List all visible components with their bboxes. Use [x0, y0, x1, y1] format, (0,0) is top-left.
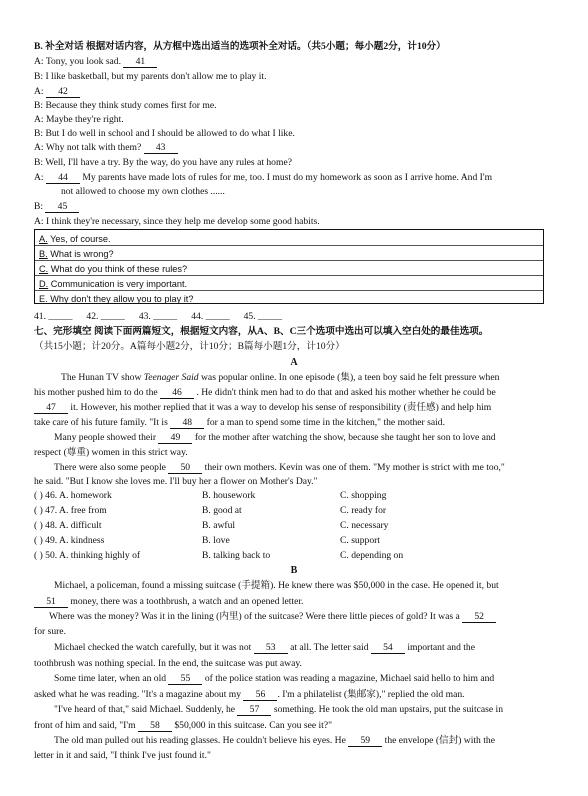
option-item: [39, 248, 114, 260]
dialogue-line: [34, 157, 566, 169]
dialogue-text: B: I like basketball, but my parents don't allow me to play it.: [34, 71, 267, 82]
option-divider: [35, 260, 543, 261]
passage-line: [34, 626, 566, 638]
answer-42: 42. _____: [86, 311, 125, 322]
dialogue-line: [34, 128, 566, 140]
choice-a: ( ) 46. A. homework: [34, 490, 112, 501]
passage-text: asked what he was reading. "It's a magazine about my: [34, 689, 244, 700]
passage-line: [34, 402, 566, 414]
passage-line: [34, 447, 566, 459]
choice-b: B. good at: [202, 505, 242, 516]
option-text: Communication is very important.: [48, 279, 188, 289]
option-key: B.: [39, 249, 48, 259]
passage-text: There were also some people: [54, 462, 169, 473]
dialogue-text: A: Tony, you look sad.: [34, 56, 124, 67]
passage-line: [34, 642, 566, 654]
passage-text: the envelope (信封) with the: [382, 735, 495, 746]
option-text: What is wrong?: [47, 249, 114, 259]
choice-a: ( ) 50. A. thinking highly of: [34, 550, 141, 561]
passage-text: respect (尊重) women in this strict way.: [34, 447, 188, 458]
passage-line: [34, 432, 566, 444]
passage-text: toothbrush was nothing special. In the end, the suitcase was put away.: [34, 658, 302, 669]
passage-text: was popular online. In one episode (集), a teen boy said he felt pressure when: [198, 372, 500, 383]
option-key: A.: [39, 234, 48, 244]
dialogue-text: B: Well, I'll have a try. By the way, do you have any rules at home?: [34, 157, 292, 168]
passage-text: . I'm a philatelist (集邮家)," replied the old man.: [277, 689, 465, 700]
answer-numbers: [34, 311, 566, 323]
dialogue-line: [34, 114, 566, 126]
dialogue-line: [34, 56, 566, 68]
passage-text: take care of his future family. "It is: [34, 417, 171, 428]
passage-line: [34, 596, 566, 608]
dialogue-line: [34, 86, 566, 98]
passage-text: something. He took the old man upstairs, put the suitcase in: [271, 704, 504, 715]
passage-line: [34, 611, 566, 623]
passage-text: at all. The letter said: [287, 642, 371, 653]
passage-text: $50,000 in this suitcase. Can you see it?": [171, 720, 333, 731]
dialogue-text: A: I think they're necessary, since they help me develop some good habits.: [34, 216, 320, 227]
blank-48: 48: [170, 417, 204, 429]
blank-58: 58: [138, 720, 172, 732]
dialogue-line: [34, 142, 566, 154]
choice-b: B. housework: [202, 490, 256, 501]
passage-line: [34, 372, 566, 384]
passage-line: [34, 417, 566, 429]
passage-line: [34, 735, 566, 747]
passage-text: Michael checked the watch carefully, but it was not: [54, 642, 254, 653]
choice-b: B. love: [202, 535, 230, 546]
choices-46-50: [34, 490, 494, 565]
section-cloze-heading: 七、完形填空 阅读下面两篇短文，根据短文内容，从A、B、C三个选项中选出可以填入空白处的最佳选项。: [34, 326, 489, 337]
passage-line: [34, 720, 566, 732]
passage-text: their own mothers. Kevin was one of them. "My mother is strict with me too,": [202, 462, 505, 473]
dialogue-text: My parents have made lots of rules for me, too. I must do my homework as soon as I arrive home. And I'm: [80, 172, 493, 183]
dialogue-text: B: Because they think study comes first for me.: [34, 100, 217, 111]
passage-text: it. However, his mother replied that it was a way to develop his sense of responsibility (责任感) and help him: [68, 402, 492, 413]
passage-line: [34, 704, 566, 716]
blank-54: 54: [371, 642, 405, 654]
dialogue-line: [34, 201, 566, 213]
passage-line: [34, 476, 566, 488]
passage-text: he said. "But I know she loves me. I'll buy her a flower on Mother's Day.": [34, 476, 318, 487]
passage-b-title: B: [290, 565, 298, 576]
passage-text: The Hunan TV show: [61, 372, 144, 383]
blank-45: 45: [45, 201, 79, 213]
passage-line: [34, 673, 566, 685]
dialogue-text: A:: [34, 172, 46, 183]
section-cloze-subheading: （共15小题；计20分。A篇每小题2分，计10分；B篇每小题1分，计10分）: [34, 341, 345, 352]
passage-line: [34, 750, 566, 762]
choice-b: B. talking back to: [202, 550, 271, 561]
option-item: [39, 263, 187, 275]
passage-text: front of him and said, "I'm: [34, 720, 138, 731]
dialogue-line: [34, 100, 566, 112]
blank-50: 50: [168, 462, 202, 474]
passage-text: "I've heard of that," said Michael. Suddenly, he: [54, 704, 238, 715]
option-divider: [35, 290, 543, 291]
options-box: [34, 229, 544, 304]
passage-a-title: A: [290, 357, 298, 368]
option-item: [39, 233, 111, 245]
choice-a: ( ) 48. A. difficult: [34, 520, 102, 531]
passage-text: for a man to spend some time in the kitchen," the mother said.: [204, 417, 446, 428]
dialogue-text: A:: [34, 86, 46, 97]
option-key: E.: [39, 294, 48, 304]
blank-57: 57: [237, 704, 271, 716]
blank-59: 59: [348, 735, 382, 747]
choice-c: C. support: [340, 535, 380, 546]
passage-text: letter in it and said, "I think I've just found it.": [34, 750, 211, 761]
option-key: D.: [39, 279, 49, 289]
dialogue-line: [34, 186, 566, 198]
dialogue-text: B: But I do well in school and I should be allowed to do what I like.: [34, 128, 295, 139]
blank-55: 55: [168, 673, 202, 685]
answer-43: 43. _____: [138, 311, 178, 322]
dialogue-text: B:: [34, 201, 46, 212]
dialogue-text: A: Why not talk with them?: [34, 142, 144, 153]
option-text: Why don't they allow you to play it?: [47, 294, 194, 304]
passage-text: Where was the money? Was it in the lining (内里) of the suitcase? Were there little pieces of gold? It was a: [49, 611, 463, 622]
option-item: [39, 278, 187, 290]
blank-56: 56: [243, 689, 277, 701]
passage-line: [34, 462, 566, 474]
dialogue-text: A: Maybe they're right.: [34, 114, 124, 125]
blank-52: 52: [462, 611, 496, 623]
passage-text: Some time later, when an old: [54, 673, 169, 684]
blank-46: 46: [160, 387, 194, 399]
blank-41: 41: [123, 56, 157, 68]
passage-text: Many people showed their: [54, 432, 159, 443]
choice-c: C. ready for: [340, 505, 387, 516]
dialogue-line: [34, 71, 566, 83]
dialogue-line: [34, 216, 566, 228]
passage-text: money, there was a toothbrush, a watch and an opened letter.: [68, 596, 304, 607]
passage-line: [34, 658, 566, 670]
choice-a: ( ) 47. A. free from: [34, 505, 107, 516]
passage-text: of the police station was reading a magazine, Michael said hello to him and: [202, 673, 495, 684]
answer-45: 45. _____: [243, 311, 282, 322]
passage-text: his mother pushed him to do the: [34, 387, 161, 398]
passage-text: Michael, a policeman, found a missing suitcase (手提箱). He knew there was $50,000 in the case. He opened it, but: [54, 580, 499, 591]
blank-43: 43: [144, 142, 178, 154]
option-text: Yes, of course.: [47, 234, 111, 244]
blank-51: 51: [34, 596, 68, 608]
passage-text: important and the: [404, 642, 475, 653]
passage-text: for sure.: [34, 626, 66, 637]
blank-44: 44: [46, 172, 80, 184]
blank-42: 42: [46, 86, 80, 98]
section-b-heading: B. 补全对话 根据对话内容，从方框中选出适当的选项补全对话。（共5小题；每小题2分，计10分）: [34, 41, 446, 52]
choice-c: C. necessary: [340, 520, 389, 531]
option-key: C.: [39, 264, 49, 274]
choice-b: B. awful: [202, 520, 236, 531]
option-divider: [35, 245, 543, 246]
passage-text: . He didn't think men had to do that and asked his mother whether he could be: [194, 387, 496, 398]
passage-line: [34, 689, 566, 701]
blank-49: 49: [158, 432, 192, 444]
answer-44: 44. _____: [191, 311, 230, 322]
option-divider: [35, 275, 543, 276]
option-item: [39, 293, 193, 305]
passage-text: for the mother after watching the show, because she taught her son to love and: [192, 432, 496, 443]
blank-47: 47: [34, 402, 68, 414]
choice-a: ( ) 49. A. kindness: [34, 535, 105, 546]
dialogue-line: [34, 172, 566, 184]
dialogue-text: not allowed to choose my own clothes ......: [61, 186, 225, 197]
choice-c: C. shopping: [340, 490, 387, 501]
passage-line: [34, 580, 566, 592]
blank-53: 53: [254, 642, 288, 654]
title-italic: Teenager Said: [143, 372, 199, 383]
option-text: What do you think of these rules?: [48, 264, 188, 274]
choice-c: C. depending on: [340, 550, 404, 561]
passage-line: [34, 387, 566, 399]
answer-41: 41. _____: [34, 311, 73, 322]
passage-text: The old man pulled out his reading glasses. He couldn't believe his eyes. He: [54, 735, 349, 746]
